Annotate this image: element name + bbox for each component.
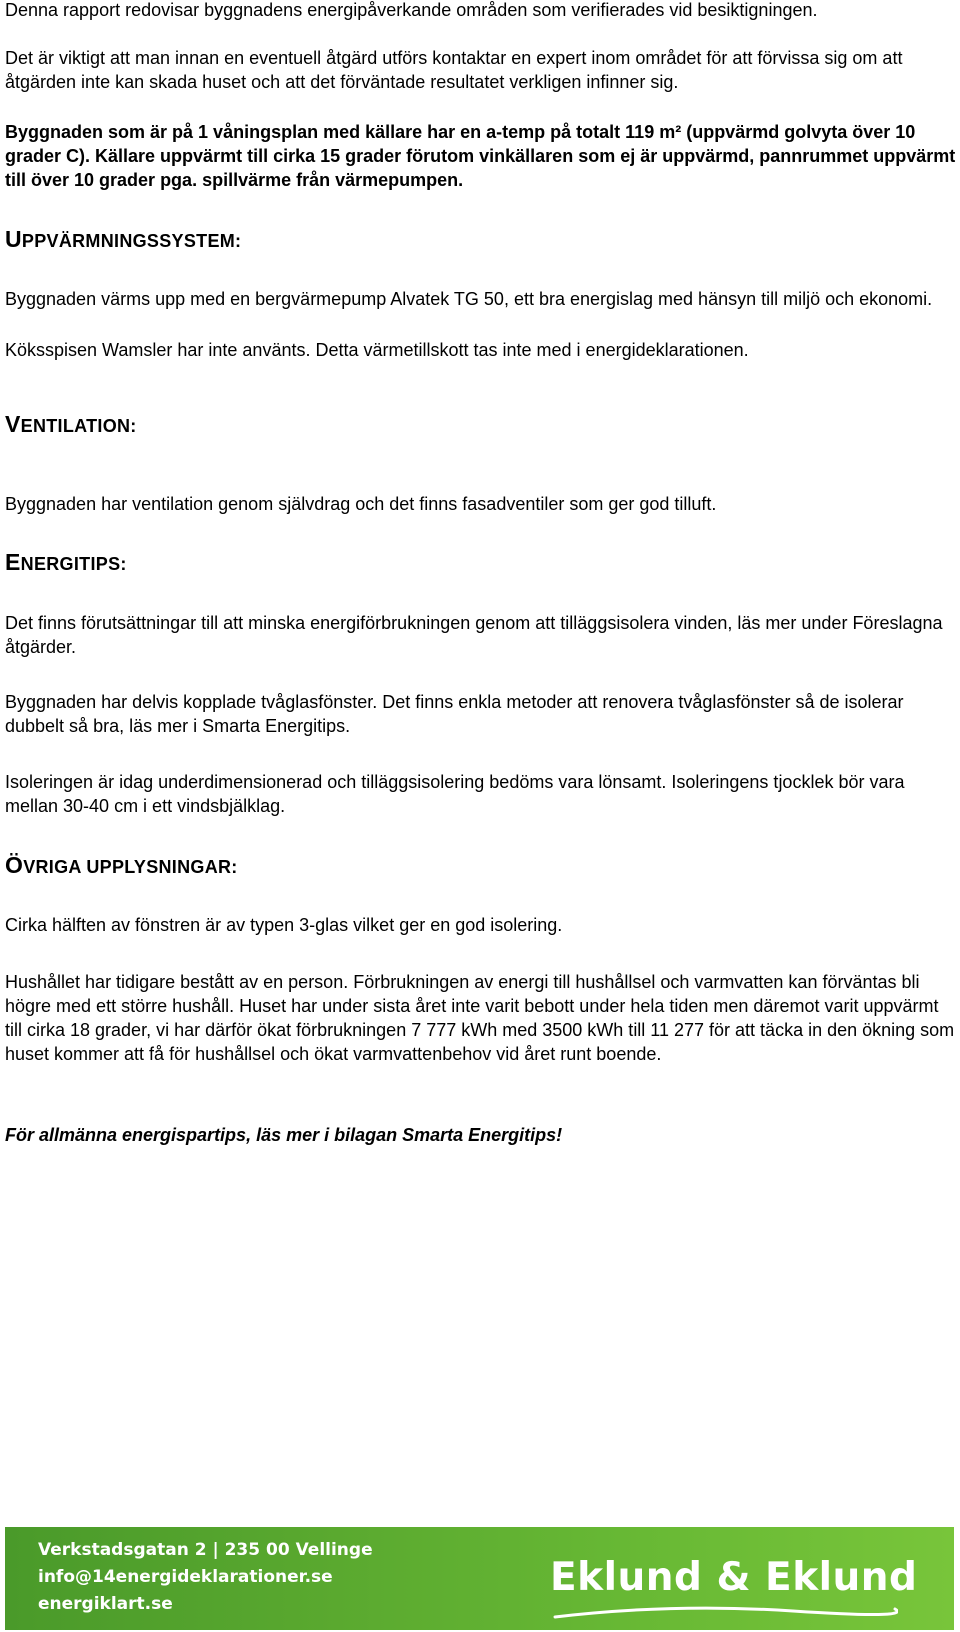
- household-paragraph: Hushållet har tidigare bestått av en person. Förbrukningen av energi till hushållsel och varmvatten kan förväntas bli högre med ett större hushåll. Huset har under sista året inte varit bebott under hela tiden men däremot varit uppvärmt till cirka 18 grader, vi har därför ökat förbrukningen 7 777 kWh med 3500 kWh till 11 277 för att täcka in den ökning som huset kommer att få för hushållsel och ökat varmvattenbehov vid året runt boende.: [5, 972, 955, 1064]
- heating-heading: UPPVÄRMNINGSSYSTEM:: [5, 226, 242, 252]
- footer-email[interactable]: info@14energideklarationer.se: [38, 1567, 333, 1587]
- heating-paragraph: Byggnaden värms upp med en bergvärmepump Alvatek TG 50, ett bra energislag med hänsyn till miljö och ekonomi.: [5, 289, 933, 309]
- ventilation-heading: VENTILATION:: [5, 411, 137, 437]
- footer-contact: [38, 1537, 373, 1618]
- expert-advice-paragraph: Det är viktigt att man innan en eventuell åtgärd utförs kontaktar en expert inom området för att förvissa sig om att åtgärden inte kan skada huset och att det förväntade resultatet verkligen infinner sig.: [5, 48, 903, 92]
- footer-website[interactable]: energiklart.se: [38, 1594, 173, 1614]
- stove-paragraph: Köksspisen Wamsler har inte använts. Detta värmetillskott tas inte med i energideklarationen.: [5, 340, 749, 360]
- windows-paragraph: Byggnaden har delvis kopplade tvåglasfönster. Det finns enkla metoder att renovera tvåglasfönster så de isolerar dubbelt så bra, läs mer i Smarta Energitips.: [5, 692, 904, 736]
- three-glass-paragraph: Cirka hälften av fönstren är av typen 3-glas vilket ger en god isolering.: [5, 915, 563, 935]
- logo-swoosh-icon: [553, 1605, 898, 1621]
- energy-saving-tips-note: För allmänna energispartips, läs mer i bilagan Smarta Energitips!: [5, 1125, 563, 1145]
- footer-banner: [5, 1527, 954, 1630]
- attic-insulation-paragraph: Det finns förutsättningar till att minska energiförbrukningen genom att tilläggsisolera vinden, läs mer under Föreslagna åtgärder.: [5, 613, 943, 657]
- insulation-thickness-paragraph: Isoleringen är idag underdimensionerad och tilläggsisolering bedöms vara lönsamt. Isoleringens tjocklek bör vara mellan 30-40 cm i ett vindsbjälklag.: [5, 772, 905, 816]
- footer-address: Verkstadsgatan 2 | 235 00 Vellinge: [38, 1540, 373, 1560]
- company-logo: Eklund & Eklund: [550, 1555, 918, 1600]
- intro-paragraph: Denna rapport redovisar byggnadens energipåverkande områden som verifierades vid besiktigningen.: [5, 0, 818, 20]
- energy-tips-heading: ENERGITIPS:: [5, 549, 127, 575]
- building-summary-paragraph: Byggnaden som är på 1 våningsplan med källare har en a-temp på totalt 119 m² (uppvärmd golvyta över 10 grader C). Källare uppvärmt till cirka 15 grader förutom vinkällaren som ej är uppvärmd, pannrummet uppvärmt till över 10 grader pga. spillvärme från värmepumpen.: [5, 122, 956, 190]
- other-info-heading: ÖVRIGA UPPLYSNINGAR:: [5, 852, 238, 878]
- ventilation-paragraph: Byggnaden har ventilation genom självdrag och det finns fasadventiler som ger god tilluft.: [5, 494, 717, 514]
